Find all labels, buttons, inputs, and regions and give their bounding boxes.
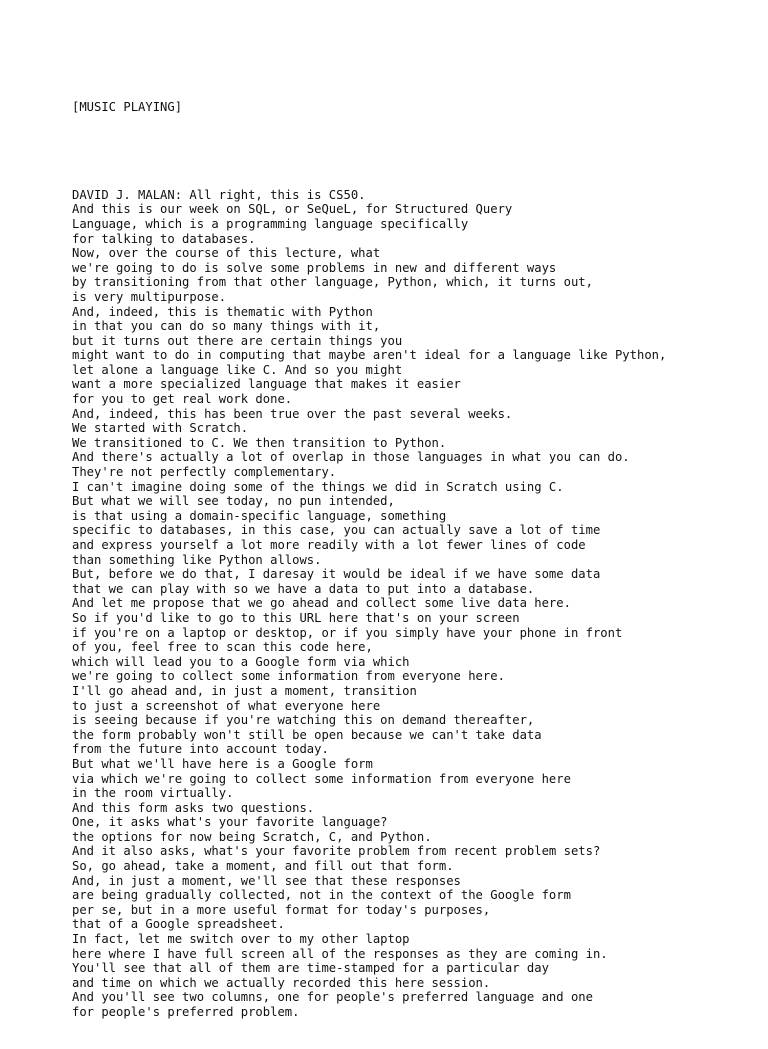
transcript-line: in the room virtually. [72,786,234,801]
transcript-line: for you to get real work done. [72,392,293,407]
transcript-lines [72,188,752,1020]
transcript-line: We started with Scratch. [72,421,249,436]
transcript-line: But what we'll have here is a Google form [72,756,373,771]
transcript-line: here where I have full screen all of the responses as they are coming in. [72,946,608,961]
transcript-line: is that using a domain-specific language, something [72,508,447,523]
transcript-line: Language, which is a programming language specifically [72,216,469,231]
transcript-line: that of a Google spreadsheet. [72,917,285,932]
transcript-line: In fact, let me switch over to my other laptop [72,932,410,947]
transcript-line: And this form asks two questions. [72,800,315,815]
transcript-line: by transitioning from that other language, Python, which, it turns out, [72,275,593,290]
transcript-line: but it turns out there are certain things you [72,333,403,348]
transcript-line: And, indeed, this is thematic with Python [72,304,373,319]
transcript-line: want a more specialized language that makes it easier [72,377,461,392]
transcript-line: we're going to do is solve some problems in new and different ways [72,260,557,275]
transcript-text [72,71,752,1049]
transcript-line: is very multipurpose. [72,289,227,304]
transcript-line: I can't imagine doing some of the things we did in Scratch using C. [72,479,564,494]
transcript-header: [MUSIC PLAYING] [72,100,183,115]
transcript-line: let alone a language like C. And so you might [72,362,403,377]
transcript-line: to just a screenshot of what everyone here [72,698,381,713]
transcript-line: if you're on a laptop or desktop, or if you simply have your phone in front [72,625,623,640]
transcript-line: in that you can do so many things with it, [72,319,381,334]
transcript-line: You'll see that all of them are time-stamped for a particular day [72,961,549,976]
transcript-line: for talking to databases. [72,231,256,246]
transcript-line: And this is our week on SQL, or SeQueL, for Structured Query [72,202,513,217]
transcript-line: We transitioned to C. We then transition to Python. [72,435,447,450]
transcript-line: of you, feel free to scan this code here, [72,640,373,655]
transcript-line: And you'll see two columns, one for people's preferred language and one [72,990,593,1005]
transcript-line: DAVID J. MALAN: All right, this is CS50. [72,187,366,202]
transcript-line: from the future into account today. [72,742,329,757]
transcript-line: specific to databases, in this case, you can actually save a lot of time [72,523,601,538]
transcript-line: via which we're going to collect some information from everyone here [72,771,571,786]
transcript-line: is seeing because if you're watching this on demand thereafter, [72,713,535,728]
transcript-line: Now, over the course of this lecture, what [72,246,381,261]
transcript-line: And there's actually a lot of overlap in those languages in what you can do. [72,450,630,465]
transcript-line: are being gradually collected, not in the context of the Google form [72,888,571,903]
transcript-line: But what we will see today, no pun intended, [72,494,395,509]
transcript-line: And, in just a moment, we'll see that these responses [72,873,461,888]
paragraph-gap [72,144,752,159]
transcript-line: I'll go ahead and, in just a moment, transition [72,683,417,698]
transcript-line: per se, but in a more useful format for today's purposes, [72,902,491,917]
transcript-line: which will lead you to a Google form via which [72,654,410,669]
transcript-line: So if you'd like to go to this URL here that's on your screen [72,610,520,625]
transcript-line: They're not perfectly complementary. [72,465,337,480]
transcript-line: And, indeed, this has been true over the past several weeks. [72,406,513,421]
transcript-line: the form probably won't still be open because we can't take data [72,727,542,742]
transcript-line: One, it asks what's your favorite language? [72,815,388,830]
transcript-line: And it also asks, what's your favorite problem from recent problem sets? [72,844,601,859]
transcript-line: we're going to collect some information from everyone here. [72,669,505,684]
transcript-line: But, before we do that, I daresay it would be ideal if we have some data [72,567,601,582]
transcript-line: and express yourself a lot more readily with a lot fewer lines of code [72,538,586,552]
transcript-line: that we can play with so we have a data to put into a database. [72,581,535,596]
transcript-line: and time on which we actually recorded this here session. [72,975,491,990]
transcript-line: And let me propose that we go ahead and collect some live data here. [72,596,571,611]
transcript-line: than something like Python allows. [72,552,322,567]
transcript-line: might want to do in computing that maybe aren't ideal for a language like Python, [72,348,667,363]
transcript-line: for people's preferred problem. [72,1005,300,1019]
transcript-line: So, go ahead, take a moment, and fill out that form. [72,859,454,874]
transcript-line: the options for now being Scratch, C, and Python. [72,829,432,844]
